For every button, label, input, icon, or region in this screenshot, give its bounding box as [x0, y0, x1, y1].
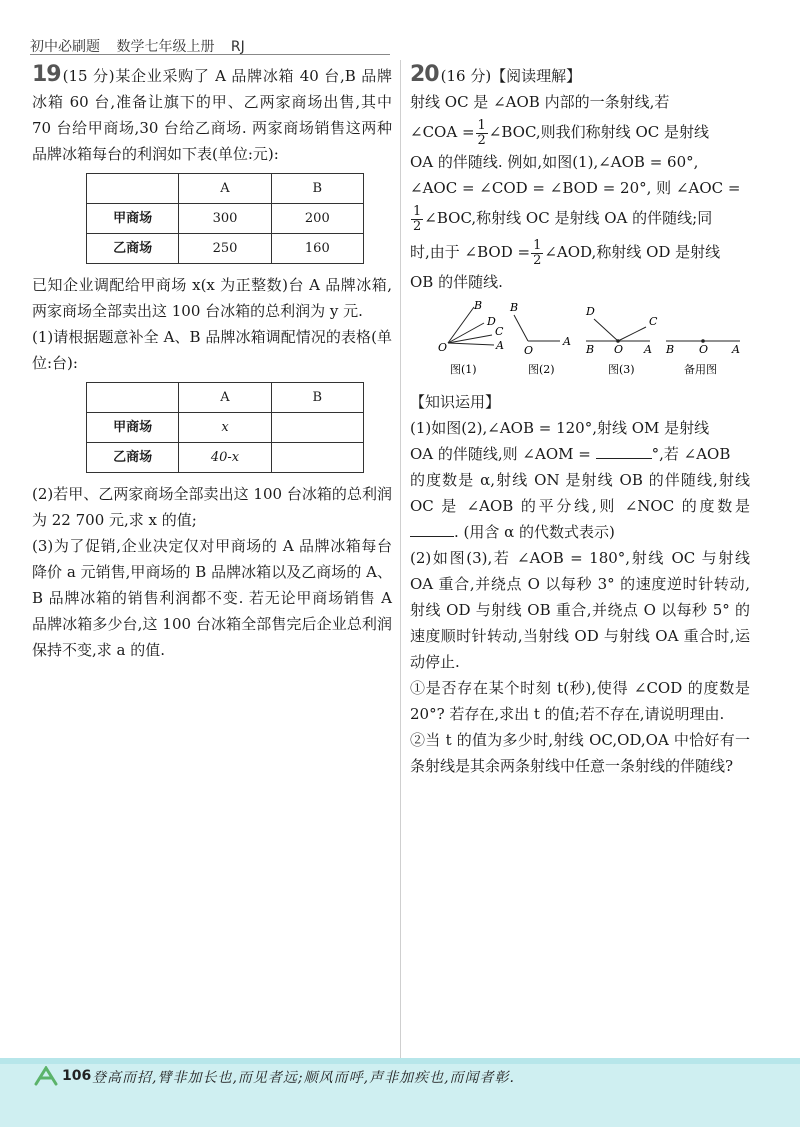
table-row: [87, 234, 364, 264]
column-divider: [400, 60, 401, 1070]
point-label: D: [487, 315, 496, 328]
figure-caption: 备用图: [684, 363, 717, 376]
question-tag: (16 分)【阅读理解】: [440, 67, 582, 85]
fraction-denominator: 2: [413, 218, 422, 234]
fraction-numerator: 1: [477, 117, 486, 133]
definition-line: OA 的伴随线. 例如,如图(1),∠AOB = 60°,: [410, 153, 699, 171]
angle-figures: [410, 301, 750, 379]
figure-spare: [665, 339, 740, 376]
table-cell: 250: [179, 234, 271, 264]
fraction-numerator: 1: [413, 203, 422, 219]
header-rule: [30, 54, 390, 55]
question-20: [410, 62, 750, 779]
question-19: [32, 62, 392, 663]
definition-part: ∠BOC,称射线 OC 是射线 OA 的伴随线;同: [424, 209, 713, 227]
known-text: 已知企业调配给甲商场 x(x 为正整数)台 A 品牌冰箱,两家商场全部卖出这 100 台冰箱的总利润为 y 元.: [32, 276, 392, 320]
definition-part: ∠AOD,称射线 OD 是射线: [544, 243, 721, 261]
table-header-cell: [87, 383, 179, 413]
part-1-text: . (用含 α 的代数式表示): [454, 523, 615, 541]
point-label: D: [586, 305, 595, 318]
figure-caption: 图(1): [450, 363, 477, 376]
part-2-sub-1: ①是否存在某个时刻 t(秒),使得 ∠COD 的度数是 20°? 若存在,求出 t 的值;若不存在,请说明理由.: [410, 679, 750, 723]
page-number: 106: [62, 1068, 92, 1084]
point-label: A: [563, 335, 571, 348]
table-header-row: [87, 174, 364, 204]
point-label: B: [586, 343, 595, 356]
question-number: 19: [32, 62, 61, 87]
table-header-cell: B: [271, 174, 363, 204]
point-label: B: [666, 343, 675, 356]
point-label: A: [496, 339, 504, 352]
edition-label: RJ: [230, 39, 245, 55]
table-row-head: 甲商场: [87, 204, 179, 234]
point-label: C: [495, 325, 504, 338]
table-row-head: 甲商场: [87, 413, 179, 443]
fraction-denominator: 2: [477, 132, 486, 148]
fraction-half: [411, 205, 423, 234]
ray-ob: [448, 307, 474, 343]
figure-caption: 图(2): [528, 363, 555, 376]
part-1-text: 的度数是 α,射线 ON 是射线 OB 的伴随线,射线 OC 是 ∠AOB 的平分线,则 ∠NOC 的度数是: [410, 471, 750, 515]
table-row-head: 乙商场: [87, 443, 179, 473]
figure-caption: 图(3): [608, 363, 635, 376]
book-title: 初中必刷题: [30, 39, 100, 55]
point-label: O: [438, 341, 448, 354]
table-header-row: [87, 383, 364, 413]
ray-od: [594, 319, 618, 341]
table-cell: 300: [179, 204, 271, 234]
point-label: B: [474, 301, 483, 312]
fraction-numerator: 1: [533, 237, 542, 253]
footer-quote: 登高而招,臂非加长也,而见者远;顺风而呼,声非加疾也,而闻者彰.: [92, 1070, 515, 1086]
brand-logo-icon: [34, 1066, 64, 1086]
table-header-cell: [87, 174, 179, 204]
part-2-text: (2)若甲、乙两家商场全部卖出这 100 台冰箱的总利润为 22 700 元,求 x 的值;: [32, 485, 392, 529]
subject-title: 数学七年级上册: [116, 39, 215, 55]
definition-line: 射线 OC 是 ∠AOB 内部的一条射线,若: [410, 93, 670, 111]
figure-1: [438, 301, 504, 376]
question-number: 20: [410, 62, 439, 87]
part-2-text: (2)如图(3),若 ∠AOB = 180°,射线 OC 与射线 OA 重合,并绕点 O 以每秒 3° 的速度逆时针转动,射线 OD 与射线 OB 重合,并绕点 O 以每秒 5° 的速度顺时针转动,当射线 OD 与射线 OA 重合时,运动停止.: [410, 549, 750, 671]
point-label: O: [524, 344, 534, 357]
fraction-denominator: 2: [533, 252, 542, 268]
table-row: [87, 443, 364, 473]
part-1-text: (1)请根据题意补全 A、B 品牌冰箱调配情况的表格(单位:台):: [32, 328, 392, 372]
part-3-text: (3)为了促销,企业决定仅对甲商场的 A 品牌冰箱每台降价 a 元销售,甲商场的 B 品牌冰箱以及乙商场的 A、B 品牌冰箱的销售利润都不变. 若无论甲商场销售 A 品牌冰箱多少台,这 100 台冰箱全部售完后企业总利润保持不变,求 a 的值.: [32, 537, 392, 659]
point-label: A: [644, 343, 652, 356]
definition-part: ∠BOC,则我们称射线 OC 是射线: [488, 123, 709, 141]
point-label: O: [699, 343, 709, 356]
table-header-cell: B: [271, 383, 363, 413]
answer-blank[interactable]: [596, 458, 652, 459]
ray-oc: [618, 327, 646, 341]
part-1-line: (1)如图(2),∠AOB = 120°,射线 OM 是射线: [410, 419, 710, 437]
table-cell: 40-x: [179, 443, 271, 473]
definition-part: 时,由于 ∠BOD =: [410, 243, 531, 261]
figure-2: [509, 301, 571, 376]
table-row: [87, 204, 364, 234]
figure-3: [585, 305, 658, 376]
definition-line: OB 的伴随线.: [410, 273, 503, 291]
table-cell: 200: [271, 204, 363, 234]
fraction-half: [531, 239, 543, 268]
table-cell: x: [179, 413, 271, 443]
table-row: [87, 413, 364, 443]
section-title: 【知识运用】: [410, 393, 501, 411]
answer-blank[interactable]: [410, 536, 454, 537]
table-row-head: 乙商场: [87, 234, 179, 264]
part-1-text: °,若 ∠AOB: [651, 445, 731, 463]
table-cell: 160: [271, 234, 363, 264]
allocation-table: [86, 382, 364, 473]
page-header: [30, 36, 770, 56]
fraction-half: [476, 119, 488, 148]
definition-part: ∠COA =: [410, 123, 475, 141]
point-label: A: [732, 343, 740, 356]
table-header-cell: A: [179, 174, 271, 204]
point-label: C: [649, 315, 658, 328]
definition-line: ∠AOC = ∠COD = ∠BOD = 20°, 则 ∠AOC =: [410, 179, 741, 197]
point-label: O: [614, 343, 624, 356]
footer-band: [0, 1058, 800, 1064]
table-cell: [271, 443, 363, 473]
part-1-text: OA 的伴随线,则 ∠AOM =: [410, 445, 591, 463]
table-header-cell: A: [179, 383, 271, 413]
ray-oa: [448, 343, 494, 345]
question-intro: (15 分)某企业采购了 A 品牌冰箱 40 台,B 品牌冰箱 60 台,准备让旗下的甲、乙两家商场出售,其中 70 台给甲商场,30 台给乙商场. 两家商场销售这两种品牌冰箱每台的利润如下表(单位:元):: [32, 67, 392, 163]
table-cell: [271, 413, 363, 443]
point-label: B: [510, 301, 519, 314]
part-2-sub-2: ②当 t 的值为多少时,射线 OC,OD,OA 中恰好有一条射线是其余两条射线中任意一条射线的伴随线?: [410, 731, 750, 775]
profit-table: [86, 173, 364, 264]
ray-ob: [514, 315, 528, 341]
